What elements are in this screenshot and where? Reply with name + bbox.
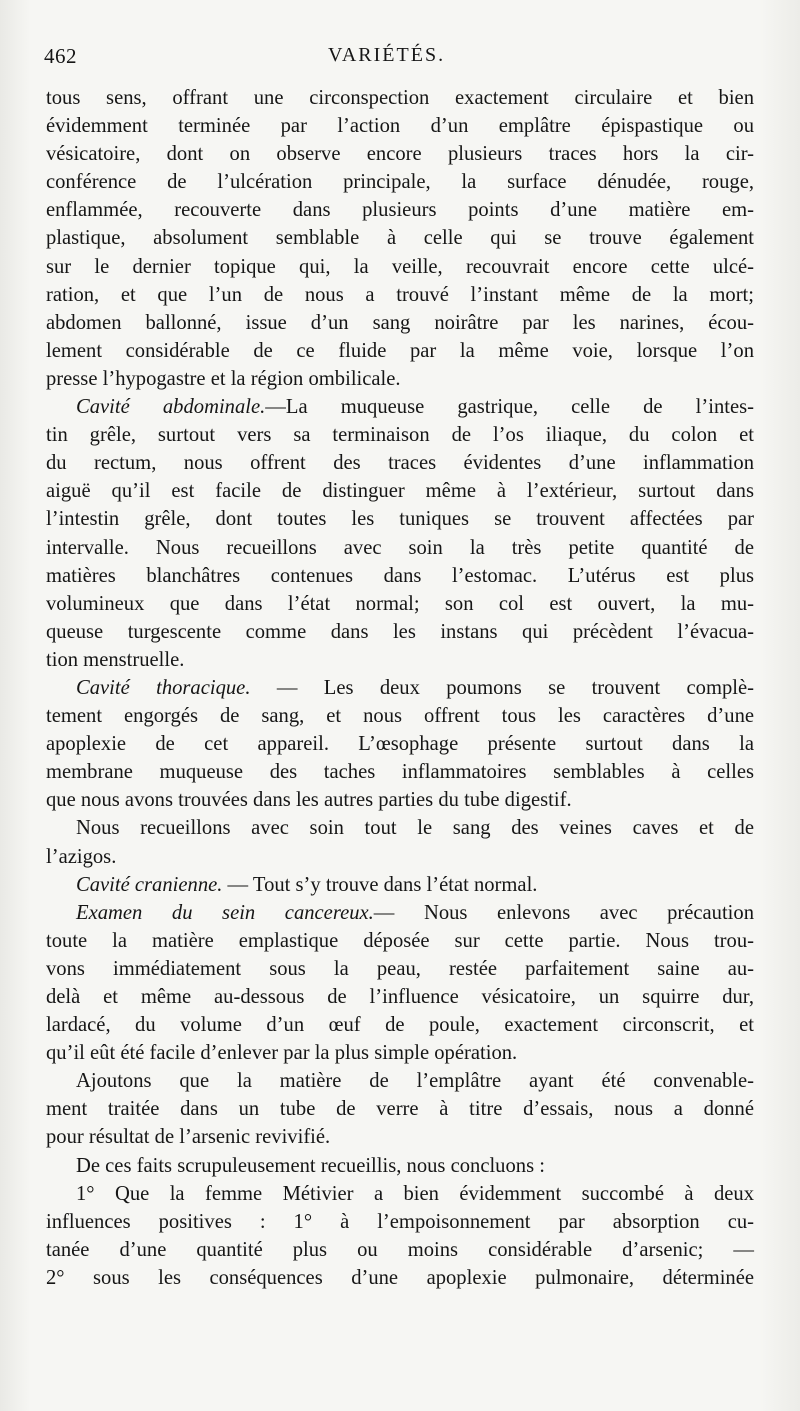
text-line: [46, 955, 754, 983]
text-line: [46, 224, 754, 252]
text-line: [46, 646, 754, 674]
running-head: VARIÉTÉS.: [328, 44, 446, 66]
text-line: [46, 196, 754, 224]
text-line: [46, 112, 754, 140]
text-line: [46, 618, 754, 646]
line-text: — Nous enlevons avec précaution: [373, 901, 754, 924]
line-text: influences positives : 1° à l’empoisonnement par absorption cu-: [46, 1210, 754, 1233]
text-line: [46, 1208, 754, 1236]
section-heading: Cavité abdominale.: [76, 396, 266, 419]
line-text: presse l’hypogastre et la région ombilicale.: [46, 367, 401, 390]
line-text: tin grêle, surtout vers sa terminaison de l’os iliaque, du colon et: [46, 424, 754, 447]
text-line: [46, 1095, 754, 1123]
line-text: volumineux que dans l’état normal; son col est ouvert, la mu-: [46, 592, 754, 615]
text-line: [46, 562, 754, 590]
line-text: queuse turgescente comme dans les instans qui précèdent l’évacua-: [46, 620, 754, 643]
text-line: [46, 365, 754, 393]
text-line: [46, 674, 754, 702]
text-line: [46, 758, 754, 786]
line-text: tanée d’une quantité plus ou moins considérable d’arsenic; —: [46, 1238, 754, 1261]
line-text: — Tout s’y trouve dans l’état normal.: [222, 873, 538, 896]
line-text: 2° sous les conséquences d’une apoplexie pulmonaire, déterminée: [46, 1266, 754, 1289]
text-line: [46, 337, 754, 365]
line-text: lement considérable de ce fluide par la même voie, lorsque l’on: [46, 339, 754, 362]
page-number: 462: [44, 44, 77, 68]
line-text: apoplexie de cet appareil. L’œsophage présente surtout dans la: [46, 733, 754, 756]
text-line: [46, 1152, 754, 1180]
line-text: l’intestin grêle, dont toutes les tuniques se trouvent affectées par: [46, 508, 754, 531]
text-line: [46, 477, 754, 505]
text-line: [46, 1264, 754, 1292]
section-heading: Cavité thoracique.: [76, 676, 251, 699]
text-line: [46, 140, 754, 168]
text-line: [46, 449, 754, 477]
line-text: évidemment terminée par l’action d’un emplâtre épispastique ou: [46, 115, 754, 138]
line-text: matières blanchâtres contenues dans l’estomac. L’utérus est plus: [46, 564, 754, 587]
line-text: tement engorgés de sang, et nous offrent tous les caractères d’une: [46, 705, 754, 728]
text-line: [46, 590, 754, 618]
line-text: enflammée, recouverte dans plusieurs points d’une matière em-: [46, 199, 754, 222]
text-line: [46, 421, 754, 449]
line-text: conférence de l’ulcération principale, la surface dénudée, rouge,: [46, 171, 754, 194]
text-line: [46, 983, 754, 1011]
line-text: qu’il eût été facile d’enlever par la plus simple opération.: [46, 1042, 518, 1065]
text-line: [46, 899, 754, 927]
section-heading: Examen du sein cancereux.: [76, 901, 374, 924]
line-text: ment traitée dans un tube de verre à titre d’essais, nous a donné: [46, 1098, 754, 1121]
text-line: [46, 393, 754, 421]
text-line: [46, 253, 754, 281]
text-line: [46, 1123, 754, 1151]
line-text: toute la matière emplastique déposée sur cette partie. Nous trou-: [46, 929, 754, 952]
text-line: [46, 1180, 754, 1208]
text-line: [46, 309, 754, 337]
text-line: [46, 871, 754, 899]
text-line: [46, 1236, 754, 1264]
text-line: [46, 1011, 754, 1039]
line-text: delà et même au-dessous de l’influence vésicatoire, un squirre dur,: [46, 986, 754, 1008]
line-text: ration, et que l’un de nous a trouvé l’instant même de la mort;: [46, 283, 754, 306]
text-line: [46, 927, 754, 955]
text-line: [46, 505, 754, 533]
section-heading: Cavité cranienne.: [76, 873, 223, 896]
page-header: [44, 44, 764, 74]
line-text: l’azigos.: [46, 845, 117, 868]
line-text: tion menstruelle.: [46, 648, 185, 671]
line-text: Ajoutons que la matière de l’emplâtre ayant été convenable-: [76, 1070, 754, 1093]
line-text: aiguë qu’il est facile de distinguer même à l’extérieur, surtout dans: [46, 480, 754, 503]
line-text: abdomen ballonné, issue d’un sang noirâtre par les narines, écou-: [46, 311, 754, 334]
line-text: sur le dernier topique qui, la veille, recouvrait encore cette ulcé-: [46, 255, 754, 278]
line-text: pour résultat de l’arsenic revivifié.: [46, 1126, 331, 1149]
line-text: —La muqueuse gastrique, celle de l’intes-: [265, 396, 755, 419]
line-text: vésicatoire, dont on observe encore plusieurs traces hors la cir-: [46, 143, 754, 166]
line-text: que nous avons trouvées dans les autres parties du tube digestif.: [46, 789, 572, 812]
body-text: [46, 84, 754, 1292]
text-line: [46, 843, 754, 871]
line-text: plastique, absolument semblable à celle qui se trouve également: [46, 227, 754, 250]
text-line: [46, 702, 754, 730]
text-line: [46, 1067, 754, 1095]
line-text: lardacé, du volume d’un œuf de poule, exactement circonscrit, et: [46, 1014, 754, 1037]
line-text: 1° Que la femme Métivier a bien évidemment succombé à deux: [76, 1182, 754, 1205]
text-line: [46, 168, 754, 196]
line-text: De ces faits scrupuleusement recueillis, nous concluons :: [76, 1154, 545, 1177]
line-text: du rectum, nous offrent des traces évidentes d’une inflammation: [46, 452, 754, 475]
text-line: [46, 786, 754, 814]
text-line: [46, 814, 754, 842]
text-line: [46, 281, 754, 309]
text-line: [46, 730, 754, 758]
line-text: membrane muqueuse des taches inflammatoires semblables à celles: [46, 761, 754, 784]
line-text: vons immédiatement sous la peau, restée parfaitement saine au-: [46, 957, 754, 980]
line-text: intervalle. Nous recueillons avec soin la très petite quantité de: [46, 536, 754, 559]
line-text: Nous recueillons avec soin tout le sang des veines caves et de: [76, 817, 754, 840]
line-text: tous sens, offrant une circonspection exactement circulaire et bien: [46, 87, 754, 109]
text-line: [46, 534, 754, 562]
text-line: [46, 1039, 754, 1067]
line-text: — Les deux poumons se trouvent complè-: [250, 676, 755, 699]
text-line: [46, 84, 754, 112]
